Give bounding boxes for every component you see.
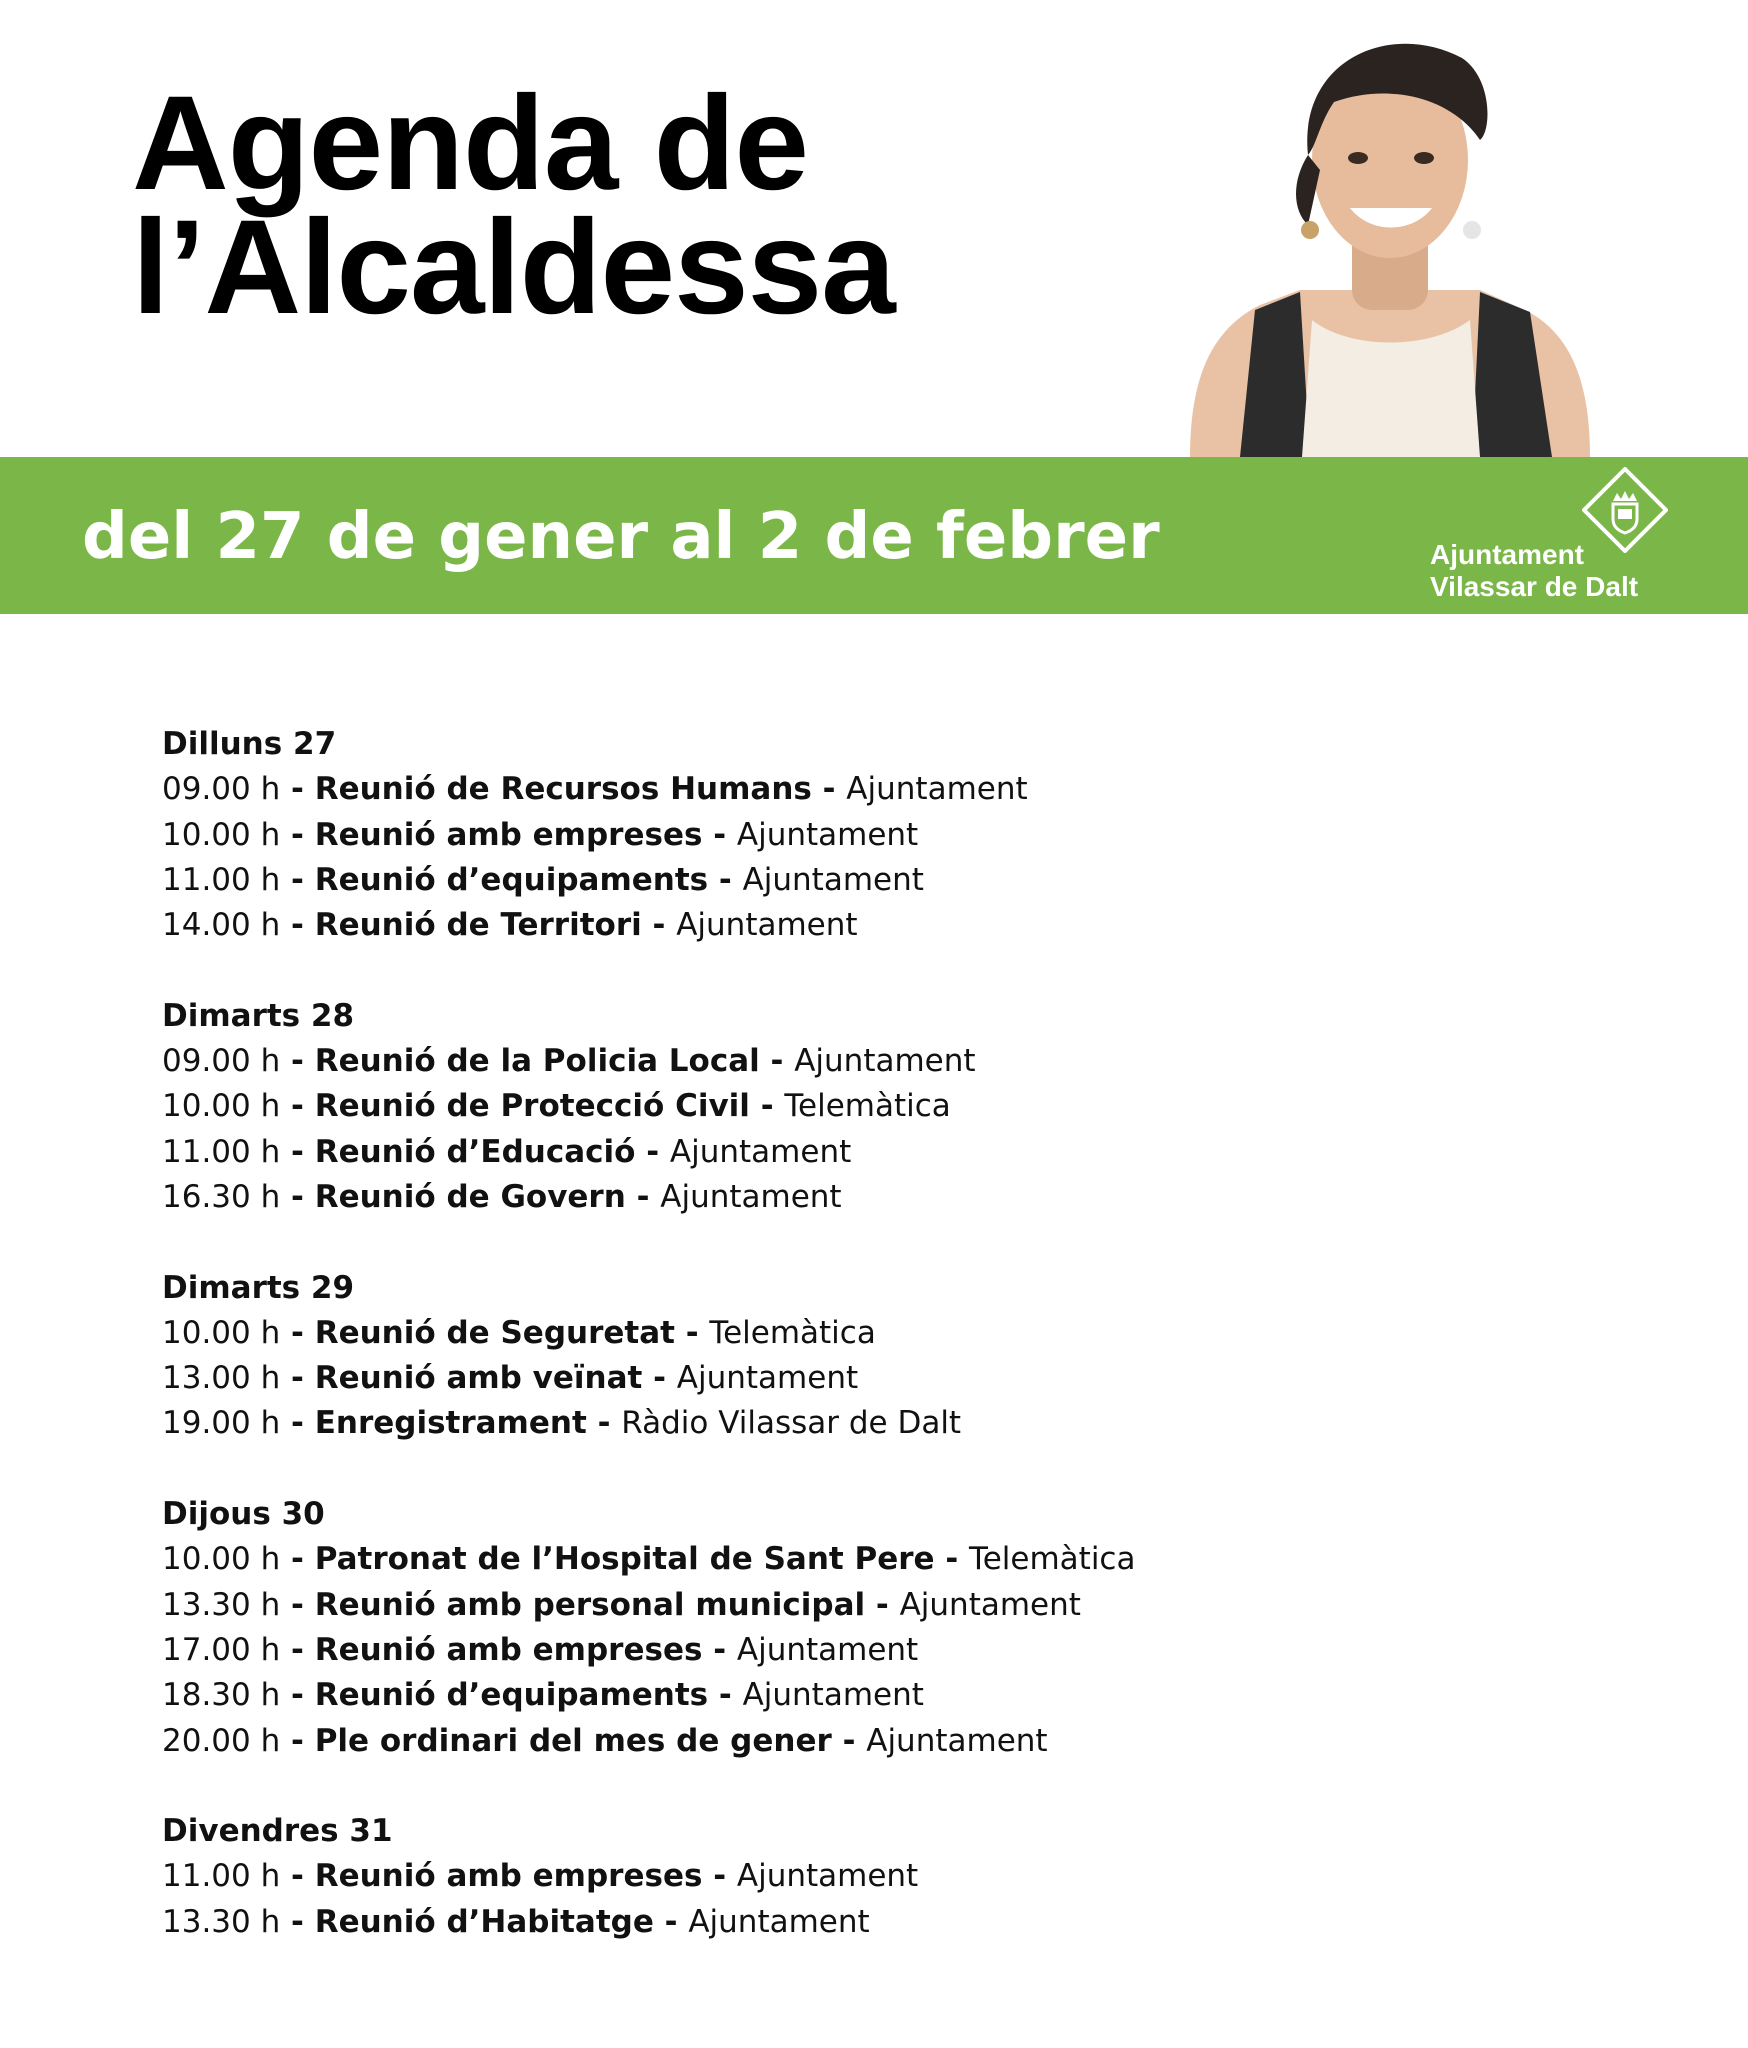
entry-title: Ple ordinari del mes de gener xyxy=(314,1722,832,1759)
entry-time: 13.00 h xyxy=(162,1360,281,1397)
entry-time: 09.00 h xyxy=(162,1043,281,1080)
entry-time: 10.00 h xyxy=(162,1314,281,1351)
entry-place: Ajuntament xyxy=(736,816,919,853)
entry-title: Reunió amb empreses xyxy=(314,816,703,853)
entry-time: 10.00 h xyxy=(162,816,281,853)
agenda-entry xyxy=(162,1673,1612,1718)
day-heading: Dilluns 27 xyxy=(162,726,337,762)
entry-time: 18.30 h xyxy=(162,1677,281,1714)
agenda-entry xyxy=(162,903,1612,948)
day-heading: Divendres 31 xyxy=(162,1813,393,1850)
agenda-entry xyxy=(162,1583,1612,1628)
separator: - xyxy=(280,1858,315,1895)
agenda-list xyxy=(162,722,1612,1990)
entry-place: Ajuntament xyxy=(742,1677,924,1714)
day-block xyxy=(162,1492,1612,1764)
day-block xyxy=(162,722,1612,948)
entry-place: Ajuntament xyxy=(676,907,858,944)
entry-time: 11.00 h xyxy=(162,1858,281,1895)
date-range: del 27 de gener al 2 de febrer xyxy=(82,500,1160,574)
separator: - xyxy=(642,1360,677,1397)
separator: - xyxy=(811,771,847,808)
entry-title: Patronat de l’Hospital de Sant Pere xyxy=(314,1541,935,1578)
separator: - xyxy=(934,1541,970,1578)
entry-time: 13.30 h xyxy=(162,1586,281,1623)
agenda-entry xyxy=(162,1356,1612,1401)
day-block xyxy=(162,1266,1612,1447)
separator: - xyxy=(280,1903,315,1940)
entry-title: Reunió amb veïnat xyxy=(314,1360,643,1397)
agenda-entry xyxy=(162,1175,1612,1220)
entry-title: Enregistrament xyxy=(314,1405,587,1442)
agenda-entry xyxy=(162,1628,1612,1673)
separator: - xyxy=(280,816,315,853)
entry-title: Reunió amb empreses xyxy=(314,1858,703,1895)
entry-title: Reunió de Recursos Humans xyxy=(314,771,812,808)
separator: - xyxy=(708,1677,743,1714)
agenda-entry xyxy=(162,1854,1612,1899)
date-banner xyxy=(0,457,1748,614)
entry-title: Reunió de Govern xyxy=(314,1178,626,1215)
logo-line-2: Vilassar de Dalt xyxy=(1430,571,1639,602)
entry-time: 19.00 h xyxy=(162,1405,281,1442)
day-heading: Dimarts 28 xyxy=(162,997,355,1034)
entry-place: Ajuntament xyxy=(866,1722,1048,1759)
separator: - xyxy=(625,1178,661,1215)
separator: - xyxy=(280,1631,315,1668)
entry-title: Reunió d’Educació xyxy=(314,1133,636,1170)
separator: - xyxy=(641,907,677,944)
separator: - xyxy=(280,861,315,898)
entry-title: Reunió d’equipaments xyxy=(314,861,709,898)
agenda-entry xyxy=(162,767,1612,812)
day-heading: Dijous 30 xyxy=(162,1496,325,1533)
day-block xyxy=(162,1809,1612,1945)
agenda-entry xyxy=(162,1900,1612,1945)
separator: - xyxy=(280,771,315,808)
separator: - xyxy=(280,1541,315,1578)
agenda-entry xyxy=(162,1084,1612,1129)
entry-time: 10.00 h xyxy=(162,1541,281,1578)
agenda-entry xyxy=(162,1311,1612,1356)
agenda-entry xyxy=(162,1130,1612,1175)
separator: - xyxy=(280,1133,315,1170)
entry-place: Ajuntament xyxy=(742,861,924,898)
day-block xyxy=(162,994,1612,1220)
agenda-entry xyxy=(162,1039,1612,1084)
entry-place: Ajuntament xyxy=(660,1178,842,1215)
entry-time: 17.00 h xyxy=(162,1631,281,1668)
agenda-entry xyxy=(162,1537,1612,1582)
separator: - xyxy=(280,1722,315,1759)
mayor-portrait xyxy=(1180,20,1600,457)
separator: - xyxy=(280,1586,315,1623)
entry-title: Reunió amb personal municipal xyxy=(314,1586,866,1623)
separator: - xyxy=(749,1088,785,1125)
entry-title: Reunió de la Policia Local xyxy=(314,1043,760,1080)
entry-place: Ajuntament xyxy=(736,1631,919,1668)
entry-time: 09.00 h xyxy=(162,771,281,808)
entry-place: Telemàtica xyxy=(784,1088,951,1125)
title-line-2: l’Alcaldessa xyxy=(132,193,895,342)
separator: - xyxy=(280,1043,315,1080)
logo-line-1: Ajuntament xyxy=(1430,539,1584,570)
title-line-1: Agenda de xyxy=(132,69,808,218)
entry-place: Ajuntament xyxy=(669,1133,852,1170)
entry-title: Reunió d’Habitatge xyxy=(314,1903,654,1940)
separator: - xyxy=(702,1858,737,1895)
separator: - xyxy=(702,816,737,853)
separator: - xyxy=(586,1405,622,1442)
entry-title: Reunió de Seguretat xyxy=(314,1314,675,1351)
entry-time: 13.30 h xyxy=(162,1903,281,1940)
entry-time: 20.00 h xyxy=(162,1722,281,1759)
page-title xyxy=(132,69,895,342)
entry-place: Ajuntament xyxy=(899,1586,1081,1623)
entry-time: 11.00 h xyxy=(162,861,281,898)
separator: - xyxy=(635,1133,670,1170)
entry-title: Reunió de Territori xyxy=(314,907,642,944)
entry-title: Reunió amb empreses xyxy=(314,1631,703,1668)
separator: - xyxy=(280,1405,315,1442)
separator: - xyxy=(280,907,315,944)
separator: - xyxy=(653,1903,689,1940)
separator: - xyxy=(759,1043,795,1080)
entry-place: Ajuntament xyxy=(736,1858,919,1895)
separator: - xyxy=(280,1088,315,1125)
entry-place: Ajuntament xyxy=(676,1360,859,1397)
separator: - xyxy=(280,1314,315,1351)
entry-time: 14.00 h xyxy=(162,907,281,944)
agenda-entry xyxy=(162,1401,1612,1446)
agenda-entry xyxy=(162,813,1612,858)
separator: - xyxy=(865,1586,900,1623)
entry-title: Reunió de Protecció Civil xyxy=(314,1088,750,1125)
separator: - xyxy=(708,861,743,898)
separator: - xyxy=(280,1360,315,1397)
entry-place: Telemàtica xyxy=(969,1541,1136,1578)
agenda-entry xyxy=(162,1719,1612,1764)
entry-time: 11.00 h xyxy=(162,1133,281,1170)
day-heading: Dimarts 29 xyxy=(162,1269,355,1306)
separator: - xyxy=(280,1677,315,1714)
separator: - xyxy=(702,1631,737,1668)
entry-place: Telemàtica xyxy=(709,1314,876,1351)
entry-place: Ràdio Vilassar de Dalt xyxy=(621,1405,962,1442)
entry-title: Reunió d’equipaments xyxy=(314,1677,709,1714)
entry-place: Ajuntament xyxy=(846,771,1028,808)
ajuntament-logo xyxy=(1430,467,1680,607)
entry-place: Ajuntament xyxy=(794,1043,976,1080)
entry-time: 16.30 h xyxy=(162,1178,281,1215)
separator: - xyxy=(280,1178,315,1215)
agenda-entry xyxy=(162,858,1612,903)
entry-place: Ajuntament xyxy=(688,1903,870,1940)
separator: - xyxy=(674,1314,710,1351)
separator: - xyxy=(831,1722,867,1759)
logo-text xyxy=(1430,539,1638,603)
entry-time: 10.00 h xyxy=(162,1088,281,1125)
